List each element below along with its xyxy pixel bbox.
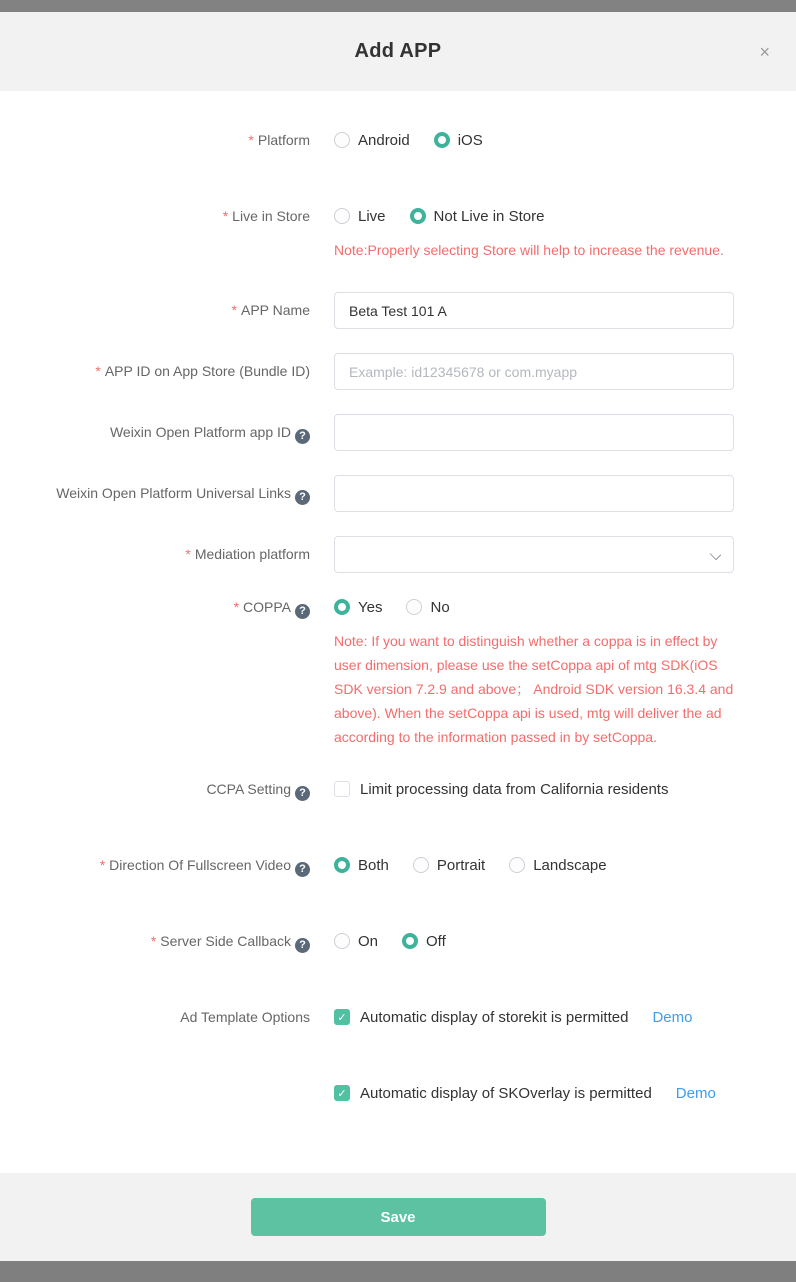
radio-icon xyxy=(334,208,350,224)
direction-option-both[interactable] xyxy=(334,857,389,874)
live-in-store-note: Note:Properly selecting Store will help to increase the revenue. xyxy=(334,242,724,258)
live-in-store-row xyxy=(0,206,796,262)
storekit-demo-link[interactable]: Demo xyxy=(652,1008,693,1026)
radio-icon xyxy=(406,599,422,615)
coppa-label: * COPPA xyxy=(234,599,291,615)
mediation-platform-row xyxy=(0,536,796,573)
callback-option-on[interactable] xyxy=(334,933,378,950)
mediation-platform-select[interactable] xyxy=(334,536,734,573)
add-app-modal xyxy=(0,12,796,1261)
radio-label: iOS xyxy=(457,131,483,149)
platform-option-ios[interactable] xyxy=(434,132,483,149)
app-name-row xyxy=(0,292,796,329)
ccpa-label: CCPA Setting xyxy=(206,781,291,797)
radio-icon xyxy=(334,857,350,873)
live-in-store-label: * Live in Store xyxy=(223,208,310,224)
help-icon[interactable]: ? xyxy=(295,786,310,801)
help-icon[interactable]: ? xyxy=(295,604,310,619)
app-id-label: * APP ID on App Store (Bundle ID) xyxy=(95,363,310,379)
platform-label: * Platform xyxy=(248,132,310,148)
coppa-row xyxy=(0,597,796,749)
callback-option-off[interactable] xyxy=(402,933,446,950)
radio-icon xyxy=(434,132,450,148)
radio-icon xyxy=(334,132,350,148)
server-callback-radio-group xyxy=(334,931,734,951)
save-button[interactable]: Save xyxy=(251,1198,546,1236)
radio-icon xyxy=(402,933,418,949)
ad-template-options-label: Ad Template Options xyxy=(180,1009,310,1025)
radio-label: Live xyxy=(358,207,386,225)
live-option-live[interactable] xyxy=(334,208,386,225)
help-icon[interactable]: ? xyxy=(295,490,310,505)
modal-header xyxy=(0,12,796,91)
coppa-option-no[interactable] xyxy=(406,599,449,616)
direction-radio-group xyxy=(334,855,734,875)
add-app-form xyxy=(0,91,796,1173)
radio-label: Yes xyxy=(358,598,383,616)
weixin-app-id-row xyxy=(0,414,796,451)
skoverlay-checkbox-label: Automatic display of SKOverlay is permitted xyxy=(360,1084,652,1102)
direction-label: * Direction Of Fullscreen Video xyxy=(100,857,291,873)
app-id-input[interactable] xyxy=(334,353,734,390)
ccpa-row xyxy=(0,779,796,815)
radio-icon xyxy=(334,933,350,949)
radio-label: Landscape xyxy=(533,856,607,874)
radio-icon xyxy=(410,208,426,224)
radio-icon xyxy=(509,857,525,873)
help-icon[interactable]: ? xyxy=(295,429,310,444)
close-icon[interactable]: × xyxy=(751,39,778,65)
coppa-option-yes[interactable] xyxy=(334,599,382,616)
page-background-bottom xyxy=(0,1261,796,1282)
mediation-platform-label: * Mediation platform xyxy=(185,546,310,562)
coppa-radio-group xyxy=(334,597,734,617)
help-icon[interactable]: ? xyxy=(295,862,310,877)
platform-row xyxy=(0,130,796,166)
platform-option-android[interactable] xyxy=(334,132,410,149)
coppa-note: Note: If you want to distinguish whether a coppa is in effect by user dimension, please use the setCoppa api of mtg SDK(iOS SDK version 7.2.9 and above； Android SDK version 16.3.4 and above). When the setCoppa api is used, mtg will deliver the ad according to the information passed in by setCoppa. xyxy=(334,633,734,745)
checkbox-check-icon: ✓ xyxy=(334,1085,350,1101)
radio-icon xyxy=(334,599,350,615)
server-side-callback-label: * Server Side Callback xyxy=(151,933,291,949)
direction-row xyxy=(0,855,796,891)
modal-footer xyxy=(0,1173,796,1261)
checkbox-icon xyxy=(334,781,350,797)
skoverlay-demo-link[interactable]: Demo xyxy=(675,1084,716,1102)
server-side-callback-row xyxy=(0,931,796,967)
app-name-label: * APP Name xyxy=(232,302,310,318)
checkbox-check-icon: ✓ xyxy=(334,1009,350,1025)
ccpa-checkbox-label: Limit processing data from California residents xyxy=(360,780,669,798)
weixin-app-id-input[interactable] xyxy=(334,414,734,451)
ad-template-skoverlay-row xyxy=(0,1083,796,1119)
direction-option-portrait[interactable] xyxy=(413,857,485,874)
live-in-store-radio-group xyxy=(334,206,734,226)
radio-label: On xyxy=(358,932,379,950)
radio-label: Off xyxy=(426,932,446,950)
radio-label: No xyxy=(430,598,450,616)
radio-label: Android xyxy=(358,131,410,149)
radio-label: Portrait xyxy=(436,856,486,874)
modal-title: Add APP xyxy=(354,40,442,62)
app-name-input[interactable] xyxy=(334,292,734,329)
storekit-checkbox-label: Automatic display of storekit is permitted xyxy=(360,1008,629,1026)
weixin-universal-links-label: Weixin Open Platform Universal Links xyxy=(56,485,291,501)
storekit-checkbox[interactable] xyxy=(334,1007,734,1027)
app-id-row xyxy=(0,353,796,390)
ad-template-storekit-row xyxy=(0,1007,796,1043)
radio-label: Both xyxy=(358,856,389,874)
radio-label: Not Live in Store xyxy=(433,207,545,225)
weixin-universal-links-input[interactable] xyxy=(334,475,734,512)
direction-option-landscape[interactable] xyxy=(509,857,606,874)
live-option-not-live[interactable] xyxy=(410,208,545,225)
weixin-universal-links-row xyxy=(0,475,796,512)
radio-icon xyxy=(413,857,429,873)
skoverlay-checkbox[interactable] xyxy=(334,1083,734,1103)
help-icon[interactable]: ? xyxy=(295,938,310,953)
ccpa-checkbox[interactable] xyxy=(334,779,734,799)
chevron-down-icon xyxy=(710,549,721,560)
weixin-app-id-label: Weixin Open Platform app ID xyxy=(109,424,291,440)
page-background-top xyxy=(0,0,796,12)
platform-radio-group xyxy=(334,130,734,150)
